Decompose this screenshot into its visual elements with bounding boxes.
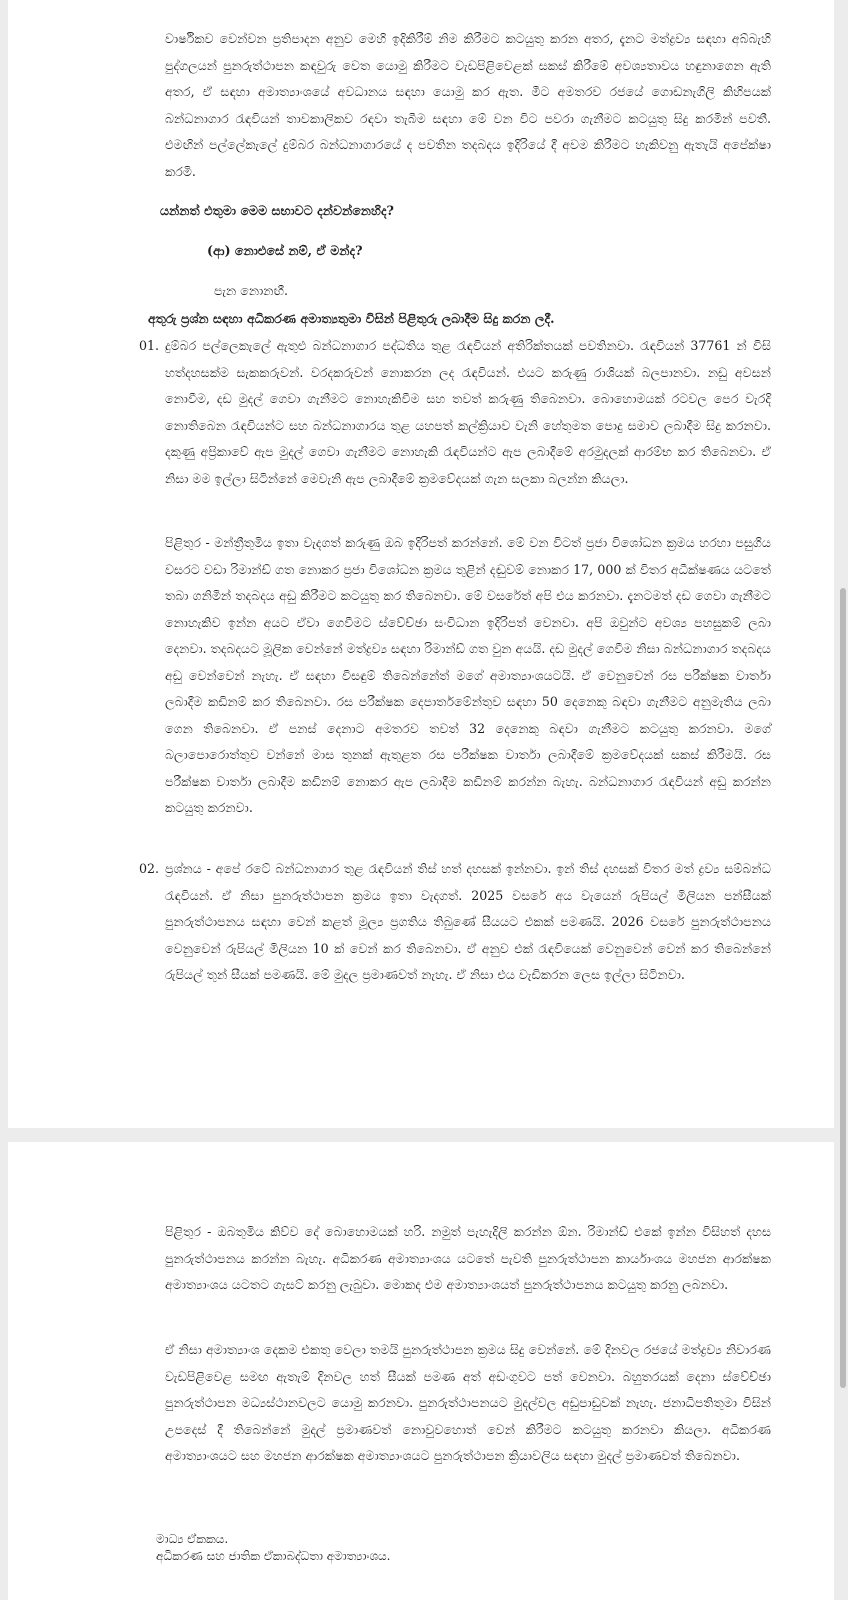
supplementary-question-2: ප්‍රශ්නය - අපේ රටේ බන්ධනාගාර තුළ රැඳවියන් තිස් හත් දහසක් ඉන්නවා. ඉන් තිස් දහසක් විතර මත් ද්‍රව්‍ය සම්බන්ධ රැඳවියන්. ඒ නිසා පුනරුත්ථාපන ක්‍රමය ඉතා වැදගත්. 2025 වසරේ අය වැයෙන් රුපියල් මිලියන පන්සීයක් පුනරුත්ථාපනය සඳහා වෙන් කළත් මූල්‍ය ප්‍රගතිය තිබුණේ සීයයට එකක් පමණයි. 2026 වසරේ පුනරුත්ථාපනය වෙනුවෙන් රුපියල් මිලියන 10 ක් වෙන් කර තිබෙනවා. ඒ අනුව එක් රැඳවියෙක් වෙනුවෙන් වෙන් කර තිබෙන්නේ රුපියල් තුන් සීයක් පමණයි. මේ මුදල ප්‍රමාණවත් නැහැ. ඒ නිසා එය වැඩිකරන ලෙස ඉල්ලා සිටිනවා.: [165, 861, 771, 982]
question-e: යන්නත් එතුමා මෙම සභාවට දන්වන්නෙහිද?: [160, 203, 394, 218]
item-number-01: 01.: [139, 338, 160, 353]
answer-1: පිළිතුර - මන්ත්‍රීතුමිය ඉතා වැදගත් කරුණු ඔබ ඉදිරිපත් කරන්නේ. මේ වන විටත් ප්‍රජා විශෝධන ක්‍රමය හරහා පසුගිය වසරට වඩා රිමාන්ඩ් ගත නොකර ප්‍රජා විශෝධන ක්‍රමය තුළින් දඬුවම් නොකර 17, 000 ක් විතර අධීක්ෂණය යටතේ තබා ගනිමින් තදබදය අඩු කිරීමට කටයුතු කර තිබෙනවා. මේ වසරේත් අපි එය කරනවා. දැනටමත් දඩ ගෙවා ගැනීමට නොහැකිව ඉන්න අයට ඒවා ගෙවීමට ස්වේච්ඡා සංවිධාන ඉදිරිපත් වෙනවා. අපි ඔවුන්ට අවශ්‍ය පහසුකම් ලබා දෙනවා. තදබදයට මූලික වෙන්නේ මත්ද්‍රව්‍ය සඳහා රිමාන්ඩ් ගත වුන අයයි. දඩ මුදල් ගෙවීම නිසා බන්ධනාගාර තදබදය අඩු වෙන්වෙන් නැහැ. ඒ සඳහා විසඳුම් තිබෙන්නේත් මගේ අමාත්‍යාංශයටයි. ඒ වෙනුවෙන් රස පරීක්ෂක වාර්තා ලබාදීම කඩිනම් කර තිබෙනවා. රස පරීක්ෂක දෙපාර්තමේන්තුව සඳහා 50 දෙනෙකු බඳවා ගැනීමට අනුමැතිය ලබා ගෙන තිබෙනවා. ඒ පනස් දෙනාට අමතරව තවත් 32 දෙනෙකු බඳවා ගැනීමට කටයුතු කරනවා. මගේ බලාපොරොත්තුව වන්නේ මාස තුනක් ඇතුළත රස පරීක්ෂක වාර්තා ලබාදීමේ ක්‍රමවේදයක් සකස් කිරීමයි. රස පරීක්ෂක වාර්තා ලබාදීම කඩිනම් නොකර ඇප ලබාදීම කඩිනම් කරන්න බැහැ. බන්ධනාගාර රැඳවියන් අඩු කරන්න කටයුතු කරනවා.: [165, 535, 771, 815]
question-a: (ආ) නොඑසේ නම්, ඒ මන්ද?: [207, 243, 363, 258]
item-number-02: 02.: [139, 861, 160, 876]
supplementary-question-1: දුම්බර පල්ලෙකැලේ ඇතුළු බන්ධනාගාර පද්ධතිය තුළ රැඳවියන් අතිරික්තයක් පවතිනවා. රැඳවියන් 37761 න් විසි හත්දහසක්ම සැකකරුවන්. වරදකරුවන් නොකරන ලද රැඳවියන්. එයට කරුණු රාශියක් බලපානවා. නඩු අවසන් නොවීම, දඩ මුදල් ගෙවා ගැනීමට නොහැකිවීම සහ තවත් කරුණු තිබෙනවා. බොහොමයක් රටවල පෙර වැරදි නොතිබෙන රැඳවියන්ට සහ බන්ධනාගාරය තුළ යහපත් කල්ක්‍රියාව වැනි හේතුමත පොදු සමාව ලබාදීම සිදු කරනවා. දකුණු අප්‍රිකාවේ ඇප මුදල් ගෙවා ගැනීමට නොහැකි රැඳවියන්ට ඇප ලබාදීමේ අරමුදලක් ආරම්භ කර තිබෙනවා. ඒ නිසා මම ඉල්ලා සිටින්නේ මෙවැනි ඇප ලබාදීමේ ක්‍රමවේදයක් ගැන සලකා බලන්න කියලා.: [165, 338, 771, 486]
document-page-2: [8, 1142, 834, 1600]
signature-unit: මාධ්‍ය ඒකකය.: [156, 1532, 229, 1546]
supplementary-heading: අතුරු ප්‍රශ්න සඳහා අධිකරණ අමාත්‍යතුමා විසින් පිළිතුරු ලබාදීම සිදු කරන ලදී.: [148, 311, 555, 326]
document-page-1: [8, 0, 834, 1128]
answer-2-paragraph-2: ඒ නිසා අමාත්‍යාංශ දෙකම එකතු වෙලා තමයි පුනරුත්ථාපන ක්‍රමය සිදු වෙන්නේ. මේ දිනවල රජයේ මත්ද්‍රව්‍ය නිවාරණ වැඩපිළිවෙළ සමඟ ඇතැම් දිනවල හත් සීයක් පමණ අත් අඩංගුවට පත් වෙනවා. බහුතරයක් දෙනා ස්වේච්ඡා පුනරුත්ථාපන මධ්‍යස්ථානවලට යොමු කරනවා. පුනරුත්ථාපනයට මුදල්වල අඩුපාඩුවක් නැහැ. ජනාධිපතිතුමා විසින් උපදෙස් දී තිබෙන්නේ මුදල් ප්‍රමාණවත් නොවුවහොත් වෙන් කිරීමට කටයුතු කරනවා කියලා. අධිකරණ අමාත්‍යාංශයට සහ මහජන ආරක්ෂක අමාත්‍යාංශයට පුනරුත්ථාපන ක්‍රියාවලිය සඳහා මුදල් ප්‍රමාණවත් තිබෙනවා.: [165, 1342, 771, 1463]
intro-paragraph: වාර්ෂිකව වෙන්වන ප්‍රතිපාදන අනුව මෙහි ඉදිකිරීම් නිම කිරීමට කටයුතු කරන අතර, දැනට මත්ද්‍රව්‍ය සඳහා අබ්බැහි පුද්ගලයන් පුනරුත්ථාපන කඳවුරු වෙත යොමු කිරීමට වැඩපිළිවෙළක් සකස් කිරීමේ අවශ්‍යතාවය හඳුනාගෙන ඇති අතර, ඒ සඳහා අමාත්‍යාංශයේ අවධානය සඳහා යොමු කර ඇත. මීට අමතරව රජයේ ගොඩනැගිලි කිහිපයක් බන්ධනාගාර රැඳවියන් තාවකාලිකව රඳවා තැබීම සඳහා මේ වන විට පවරා ගැනීමට කටයුතු සිදු කරමින් පවතී. එමඟින් පල්ලේකැලේ දුම්බර බන්ධනාගාරයේ ද පවතින තදබදය ඉදිරියේ දී අවම කිරීමට හැකිවනු ඇතැයි අපේක්ෂා කරමි.: [165, 31, 771, 179]
signature-ministry: අධිකරණ සහ ජාතික ඒකාබද්ධතා අමාත්‍යාංශය.: [156, 1549, 391, 1563]
answer-2-paragraph-1: පිළිතුර - ඔබතුමිය කිව්ව දේ බොහොමයක් හරි. නමුත් පැහැදිලි කරන්න ඕන. රිමාන්ඩ් එකේ ඉන්න විසිහත් දහස පුනරුත්ථාපනය කරන්න බැහැ. අධිකරණ අමාත්‍යාංශය යටතේ පැවති පුනරුත්ථාපන කාර්යාංශය මහජන ආරක්ෂක අමාත්‍යාංශය යටතට ගැසට් කරනු ලැබුවා. මොකද එම අමාත්‍යාංශයත් පුනරුත්ථාපනය කටයුතු කරනු ලබනවා.: [165, 1224, 771, 1292]
not-arising-text: පැන නොනඟී.: [214, 283, 289, 298]
vertical-scrollbar[interactable]: [840, 588, 846, 1388]
